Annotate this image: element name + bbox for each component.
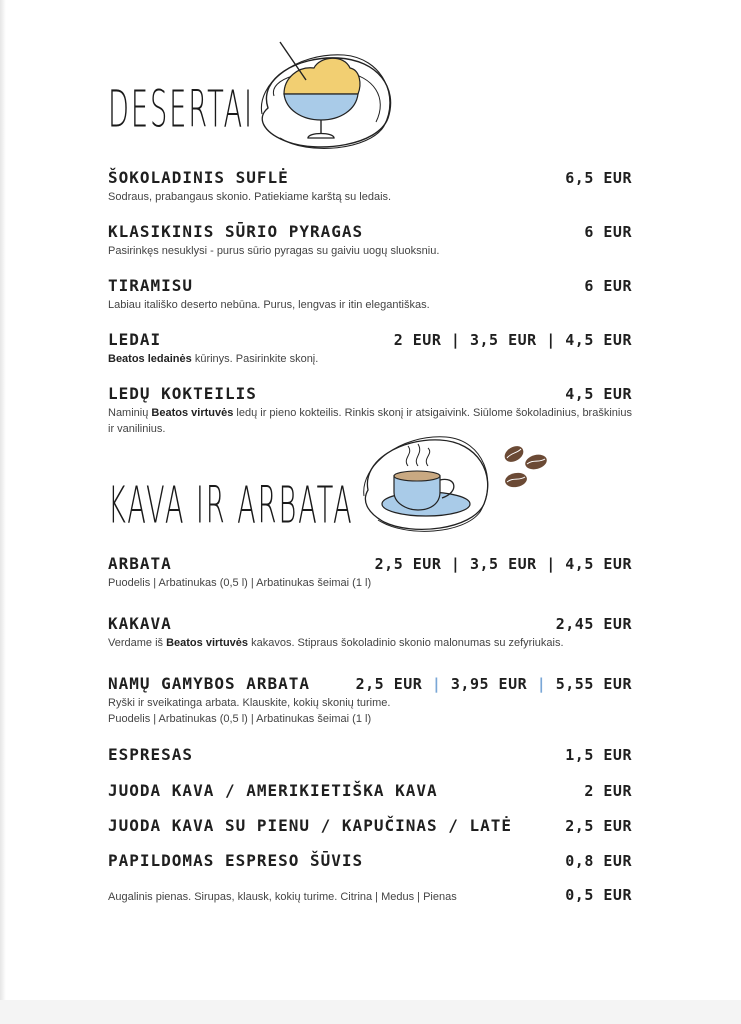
item-description: Sodraus, prabangaus skonio. Patiekiame karštą su ledais. bbox=[108, 191, 392, 203]
item-price: 6 EUR bbox=[584, 223, 632, 241]
price-separator: | bbox=[546, 331, 566, 349]
item-description: Labiau itališko deserto nebūna. Purus, lengvas ir itin elegantiškas. bbox=[108, 299, 430, 311]
price-small: 2,5 EUR bbox=[374, 555, 442, 573]
menu-item-arbata bbox=[108, 554, 632, 591]
menu-item-milk-coffee bbox=[108, 816, 632, 835]
item-name: ŠOKOLADINIS SUFLĖ bbox=[108, 168, 289, 187]
bottom-strip bbox=[0, 1000, 741, 1024]
desc-text: ledų ir pieno kokteilis. Rinkis skonį ir atsigaivink. Siūlome šokoladinius, braškinius ir vanilinius. bbox=[108, 407, 632, 435]
price-separator: | bbox=[450, 331, 470, 349]
item-description-sizes: Puodelis | Arbatinukas (0,5 l) | Arbatinukas šeimai (1 l) bbox=[108, 713, 372, 725]
desc-text: kakavos. Stipraus šokoladinio skonio malonumas su zefyriukais. bbox=[248, 637, 564, 649]
price-large: 4,5 EUR bbox=[565, 331, 632, 349]
item-name: KAKAVA bbox=[108, 614, 172, 633]
item-price-group bbox=[356, 675, 632, 693]
item-price: 0,8 EUR bbox=[565, 852, 632, 870]
menu-item-ledai bbox=[108, 330, 632, 367]
item-description: Pasirinkęs nesuklysi - purus sūrio pyragas su gaiviu uogų sluoksniu. bbox=[108, 245, 440, 257]
item-name: Augalinis pienas. Sirupas, klausk, kokių turime. Citrina | Medus | Pienas bbox=[108, 891, 457, 903]
item-description: Puodelis | Arbatinukas (0,5 l) | Arbatinukas šeimai (1 l) bbox=[108, 577, 372, 589]
section-title-coffee: KAVA IR ARBATA bbox=[108, 476, 354, 535]
item-name: JUODA KAVA / AMERIKIETIŠKA KAVA bbox=[108, 781, 438, 800]
price-large: 4,5 EUR bbox=[565, 555, 632, 573]
price-separator: | bbox=[450, 555, 470, 573]
item-name: JUODA KAVA SU PIENU / KAPUČINAS / LATĖ bbox=[108, 816, 513, 835]
item-name: PAPILDOMAS ESPRESO ŠŪVIS bbox=[108, 851, 364, 870]
item-name: LEDŲ KOKTEILIS bbox=[108, 384, 257, 403]
item-name: TIRAMISU bbox=[108, 276, 194, 295]
coffee-beans-icon bbox=[498, 440, 554, 492]
desc-text: Naminių bbox=[108, 407, 152, 419]
desc-bold: Beatos virtuvės bbox=[151, 407, 234, 419]
price-small: 2 EUR bbox=[393, 331, 442, 349]
menu-item-espresso bbox=[108, 745, 632, 764]
item-name: ARBATA bbox=[108, 554, 172, 573]
item-price: 1,5 EUR bbox=[565, 746, 632, 764]
item-name: LEDAI bbox=[108, 330, 162, 349]
item-price: 4,5 EUR bbox=[565, 385, 632, 403]
price-medium: 3,5 EUR bbox=[469, 331, 537, 349]
price-separator: | bbox=[536, 675, 556, 693]
menu-item-extras bbox=[108, 886, 632, 905]
item-description: Ryški ir sveikatinga arbata. Klauskite, kokių skonių turime. bbox=[108, 697, 391, 709]
price-large: 5,55 EUR bbox=[555, 675, 632, 693]
price-medium: 3,5 EUR bbox=[469, 555, 537, 573]
item-price: 0,5 EUR bbox=[565, 886, 632, 904]
item-name: KLASIKINIS SŪRIO PYRAGAS bbox=[108, 222, 364, 241]
desc-text: Verdame iš bbox=[108, 637, 167, 649]
item-price: 2 EUR bbox=[584, 782, 632, 800]
price-medium: 3,95 EUR bbox=[450, 675, 528, 693]
menu-item-kakava bbox=[108, 614, 632, 651]
menu-item-home-tea bbox=[108, 674, 632, 727]
price-small: 2,5 EUR bbox=[355, 675, 423, 693]
price-separator: | bbox=[431, 675, 451, 693]
item-price: 6 EUR bbox=[584, 277, 632, 295]
item-description bbox=[108, 635, 632, 651]
desc-bold: Beatos ledainės bbox=[108, 353, 192, 365]
item-price: 2,45 EUR bbox=[555, 615, 632, 633]
menu-item-sufle bbox=[108, 168, 632, 205]
menu-item-black-coffee bbox=[108, 781, 632, 800]
item-price-group bbox=[394, 331, 632, 349]
price-separator: | bbox=[546, 555, 566, 573]
ice-cream-bowl-icon bbox=[248, 38, 400, 156]
menu-item-tiramisu bbox=[108, 276, 632, 313]
item-description bbox=[108, 351, 632, 367]
item-price: 2,5 EUR bbox=[565, 817, 632, 835]
menu-item-cheesecake bbox=[108, 222, 632, 259]
section-title-desserts: DESERTAI bbox=[108, 80, 254, 139]
coffee-cup-icon bbox=[356, 430, 496, 538]
menu-item-extra-shot bbox=[108, 851, 632, 870]
desc-bold: Beatos virtuvės bbox=[166, 637, 249, 649]
item-price-group bbox=[375, 555, 632, 573]
desc-text: kūrinys. Pasirinkite skonį. bbox=[191, 353, 319, 365]
page-edge bbox=[0, 0, 6, 1024]
item-name: ESPRESAS bbox=[108, 745, 194, 764]
item-name: NAMŲ GAMYBOS ARBATA bbox=[108, 674, 311, 693]
item-price: 6,5 EUR bbox=[565, 169, 632, 187]
